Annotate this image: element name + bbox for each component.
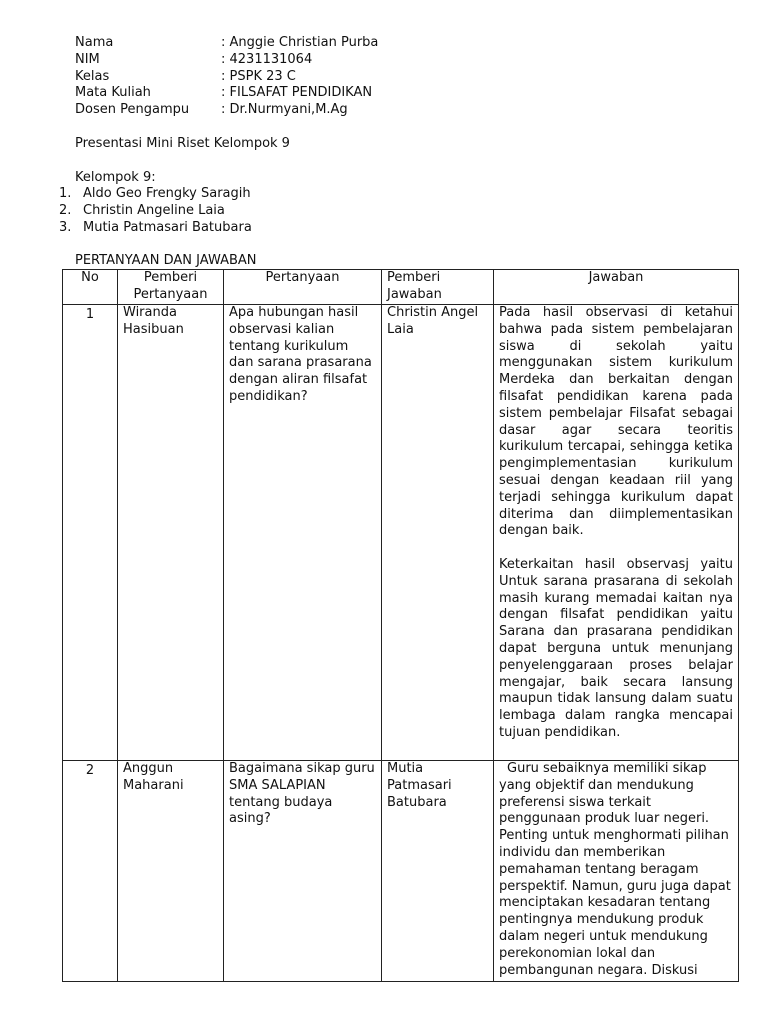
identity-row-kelas [75, 69, 378, 86]
identity-label: Mata Kuliah [75, 85, 151, 101]
list-number: 3. [59, 219, 72, 235]
answer-paragraph: Guru sebaiknya memiliki sikap yang objektif dan mendukung preferensi siswa terkait penggunaan produk luar negeri. Penting untuk menghormati pilihan individu dan memberikan pemahaman tentang beragam perspektif. Namun, guru juga dapat menciptakan kesadaran tentang pentingnya mendukung produk dalam negeri untuk mendukung perekonomian lokal dan pembangunan negara. Diskusi [499, 761, 731, 978]
identity-label: Dosen Pengampu [75, 102, 190, 118]
column-header-no: No [63, 270, 118, 305]
identity-block [75, 35, 378, 119]
identity-row-dosen [75, 102, 378, 119]
identity-label: NIM [75, 51, 100, 67]
identity-row-nim [75, 52, 378, 69]
question-cell: Bagaimana sikap guru SMA SALAPIAN tentang budaya asing? [224, 761, 382, 982]
identity-value: : Dr.Nurmyani,M.Ag [221, 102, 348, 118]
column-header-pemberi-jawaban: Pemberi Jawaban [382, 270, 494, 305]
answer-paragraph: Pada hasil observasi di ketahui bahwa pada sistem pembelajaran siswa di sekolah yaitu menggunakan sistem kurikulum Merdeka dan berkaitan dengan filsafat pendidikan karena pada sistem pembelajar Filsafat sebagai dasar agar secara teoritis kurikulum tercapai, sehingga ketika pengimplementasian kurikulum sesuai dengan keadaan riil yang terjadi sehingga kurikulum dapat diterima dan diimplementasikan dengan baik. [499, 305, 733, 539]
identity-row-mata-kuliah [75, 85, 378, 102]
identity-label: Nama [75, 35, 114, 50]
member-name: Mutia Patmasari Batubara [83, 219, 252, 235]
list-item [59, 186, 252, 203]
identity-row-nama [75, 35, 378, 52]
row-number: 2 [63, 761, 118, 982]
member-name: Christin Angeline Laia [83, 202, 225, 218]
questioner-cell: Wiranda Hasibuan [118, 305, 224, 761]
identity-value: : PSPK 23 C [221, 68, 296, 84]
identity-value: : Anggie Christian Purba [221, 35, 379, 50]
answerer-cell: Christin Angel Laia [382, 305, 494, 761]
member-list [59, 186, 252, 236]
column-header-pertanyaan: Pertanyaan [224, 270, 382, 305]
list-number: 2. [59, 202, 72, 218]
identity-value: : 4231131064 [221, 51, 313, 67]
identity-label: Kelas [75, 68, 110, 84]
answer-paragraph: Keterkaitan hasil observasj yaitu Untuk sarana prasarana di sekolah masih kurang memadai kaitan nya dengan filsafat pendidikan yaitu Sarana dan prasarana pendidikan dapat berguna untuk menunjang penyelenggaraan proses belajar mengajar, baik secara lansung maupun tidak lansung dalam suatu lembaga dalam rangka mencapai tujuan pendidikan. [499, 556, 733, 740]
qa-heading: PERTANYAAN DAN JAWABAN [75, 253, 257, 268]
questioner-cell: Anggun Maharani [118, 761, 224, 982]
table-row [63, 305, 739, 761]
list-number: 1. [59, 186, 72, 201]
presentation-title: Presentasi Mini Riset Kelompok 9 [75, 136, 290, 151]
qa-table [62, 269, 739, 982]
answerer-cell: Mutia Patmasari Batubara [382, 761, 494, 982]
member-name: Aldo Geo Frengky Saragih [83, 186, 251, 201]
column-header-pemberi-pertanyaan: Pemberi Pertanyaan [118, 270, 224, 305]
column-header-jawaban: Jawaban [494, 270, 739, 305]
identity-value: : FILSAFAT PENDIDIKAN [221, 85, 373, 101]
group-title: Kelompok 9: [75, 170, 156, 185]
question-cell: Apa hubungan hasil observasi kalian tentang kurikulum dan sarana prasarana dengan aliran filsafat pendidikan? [224, 305, 382, 761]
list-item [59, 220, 252, 237]
list-item [59, 203, 252, 220]
row-number: 1 [63, 305, 118, 761]
answer-cell [494, 305, 739, 761]
answer-cell [494, 761, 739, 982]
table-header-row [63, 270, 739, 305]
table-row [63, 761, 739, 982]
